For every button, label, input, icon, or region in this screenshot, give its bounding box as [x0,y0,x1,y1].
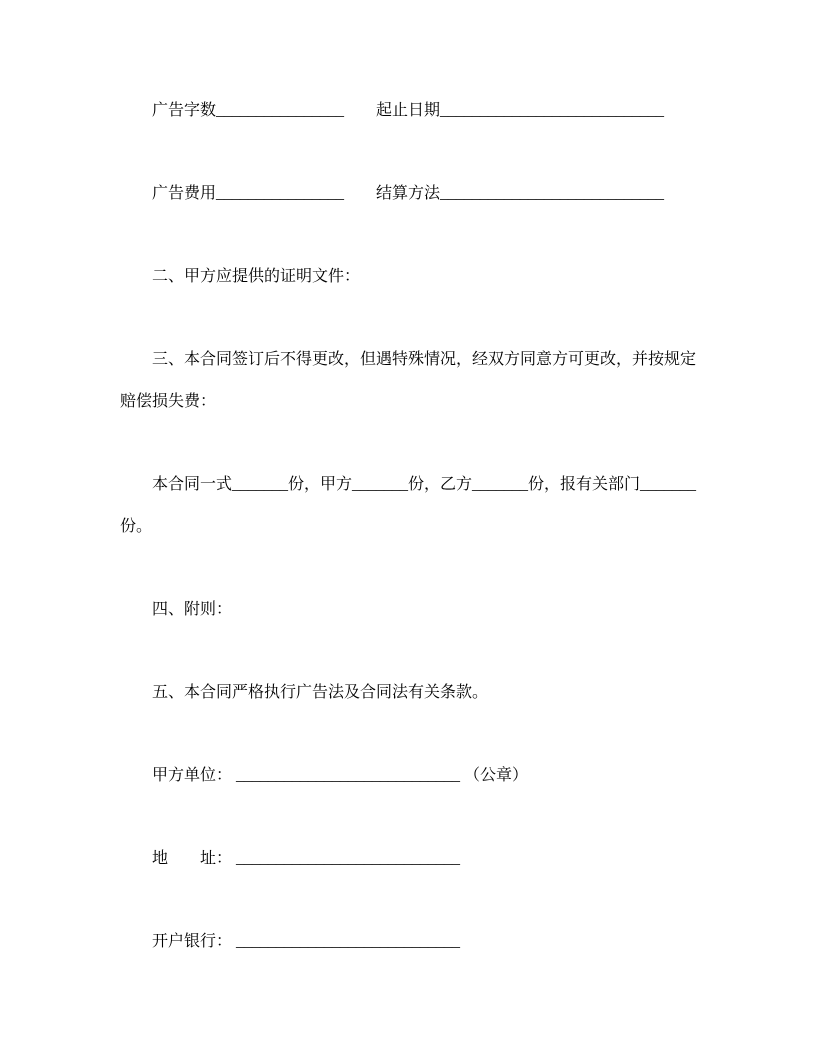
para-address: 地 址： ____________________________ [152,850,461,867]
para-clause-three-no-modification: 三、本合同签订后不得更改，但遇特殊情况，经双方同意方可更改，并按规定赔偿损失费： [120,351,697,410]
para-bank: 开户银行： ____________________________ [152,933,461,950]
para-clause-five-law-compliance: 五、本合同严格执行广告法及合同法有关条款。 [152,684,489,701]
para-copies-distribution: 本合同一式_______份，甲方_______份，乙方_______份，报有关部门_______份。 [120,476,697,535]
para-ad-word-count-and-date: 广告字数________________ 起止日期____________________________ [152,102,665,119]
para-clause-four-supplementary: 四、附则： [152,601,233,618]
para-clause-two-certificates: 二、甲方应提供的证明文件： [152,268,361,285]
para-party-a-unit: 甲方单位： ____________________________ （公章） [152,767,529,784]
contract-body [120,90,696,1004]
para-ad-fee-and-settlement: 广告费用________________ 结算方法____________________________ [152,185,665,202]
